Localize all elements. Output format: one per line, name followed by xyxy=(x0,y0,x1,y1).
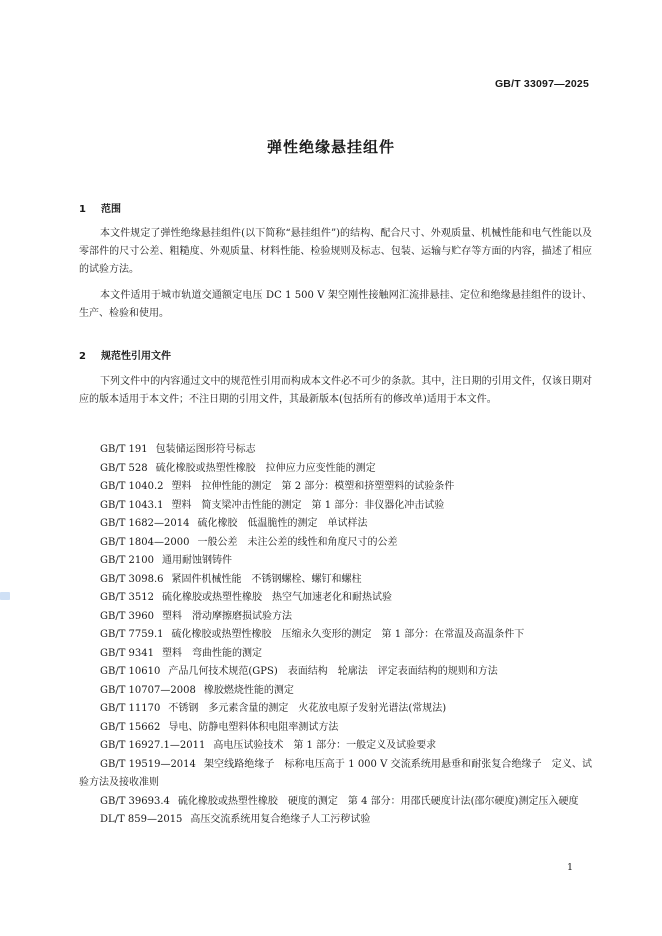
reference-code: GB/T 10610 xyxy=(100,666,161,677)
reference-item xyxy=(79,608,592,627)
page-number: 1 xyxy=(566,862,573,873)
reference-title: 橡胶燃烧性能的测定 xyxy=(203,684,294,696)
reference-item xyxy=(79,589,592,608)
reference-code: GB/T 3960 xyxy=(100,610,155,622)
section-number: 1 xyxy=(79,204,86,215)
scope-paragraph-1: 本文件规定了弹性绝缘悬挂组件(以下简称“悬挂组件”)的结构、配合尺寸、外观质量、机械性能和电气性能以及零部件的尺寸公差、粗糙度、外观质量、材料性能、检验规则及标志、包装、运输与贮存等方面的内容，描述了相应的试验方法。 xyxy=(79,228,592,275)
reference-code: GB/T 39693.4 xyxy=(100,795,170,807)
reference-code: GB/T 528 xyxy=(100,462,148,474)
standard-code: GB/T 33097—2025 xyxy=(494,78,589,90)
reference-code: GB/T 9341 xyxy=(100,647,155,659)
reference-item xyxy=(79,626,592,645)
reference-title: 不锈钢 多元素含量的测定 火花放电原子发射光谱法(常规法) xyxy=(168,703,447,714)
document-title: 弹性绝缘悬挂组件 xyxy=(266,138,395,156)
reference-title: 硫化橡胶 低温脆性的测定 单试样法 xyxy=(197,518,368,529)
reference-title: 架空线路绝缘子 标称电压高于 1 000 V 交流系统用悬垂和耐张复合绝缘子 定义、试验方法及接收准则 xyxy=(79,758,592,788)
reference-title: 塑料 滑动摩擦磨损试验方法 xyxy=(162,610,293,622)
reference-item xyxy=(79,682,592,701)
reference-code: GB/T 191 xyxy=(100,444,148,455)
section-title: 范围 xyxy=(101,204,121,215)
section-title: 规范性引用文件 xyxy=(101,351,171,362)
reference-item xyxy=(79,571,592,590)
reference-title: 高压交流系统用复合绝缘子人工污秽试验 xyxy=(190,814,371,825)
reference-code: GB/T 10707—2008 xyxy=(100,684,196,696)
reference-code: GB/T 19519—2014 xyxy=(100,758,196,770)
reference-title: 包装储运图形符号标志 xyxy=(155,444,256,455)
reference-item xyxy=(79,700,592,719)
reference-item xyxy=(79,663,592,682)
reference-code: GB/T 2100 xyxy=(100,555,155,566)
section-1-heading xyxy=(79,200,121,215)
reference-item xyxy=(79,460,592,479)
reference-title: 硫化橡胶或热塑性橡胶 拉伸应力应变性能的测定 xyxy=(155,462,376,474)
reference-title: 硫化橡胶或热塑性橡胶 热空气加速老化和耐热试验 xyxy=(162,592,393,603)
reference-item xyxy=(79,552,592,571)
reference-item xyxy=(79,497,592,516)
reference-title: 硫化橡胶或热塑性橡胶 压缩永久变形的测定 第 1 部分：在常温及高温条件下 xyxy=(171,629,525,640)
reference-code: GB/T 3098.6 xyxy=(100,573,164,585)
references-intro: 下列文件中的内容通过文中的规范性引用而构成本文件必不可少的条款。其中，注日期的引用文件，仅该日期对应的版本适用于本文件；不注日期的引用文件，其最新版本(包括所有的修改单)适用于本文件。 xyxy=(79,376,592,405)
reference-title: 产品几何技术规范(GPS) 表面结构 轮廓法 评定表面结构的规则和方法 xyxy=(168,666,498,677)
reference-code: GB/T 1804—2000 xyxy=(100,536,190,548)
reference-item xyxy=(79,719,592,738)
reference-code: GB/T 7759.1 xyxy=(100,629,164,640)
reference-code: GB/T 16927.1—2011 xyxy=(100,740,206,751)
reference-title: 塑料 简支梁冲击性能的测定 第 1 部分：非仪器化冲击试验 xyxy=(171,499,445,511)
reference-title: 硫化橡胶或热塑性橡胶 硬度的测定 第 4 部分：用邵氏硬度计法(邵尔硬度)测定压入硬度 xyxy=(177,795,579,807)
reference-title: 紧固件机械性能 不锈钢螺栓、螺钉和螺柱 xyxy=(171,573,362,585)
scope-paragraph-2: 本文件适用于城市轨道交通额定电压 DC 1 500 V 架空刚性接触网汇流排悬挂、定位和绝缘悬挂组件的设计、生产、检验和使用。 xyxy=(79,290,592,319)
reference-code: DL/T 859—2015 xyxy=(100,814,183,825)
reference-title: 塑料 弯曲性能的测定 xyxy=(162,647,263,659)
reference-title: 导电、防静电塑料体积电阻率测试方法 xyxy=(168,721,339,733)
reference-item xyxy=(79,737,592,756)
reference-title: 一般公差 未注公差的线性和角度尺寸的公差 xyxy=(197,536,398,548)
reference-item xyxy=(79,793,592,812)
reference-item xyxy=(79,756,592,793)
reference-code: GB/T 1043.1 xyxy=(100,499,164,511)
reference-code: GB/T 11170 xyxy=(100,703,161,714)
reference-item xyxy=(79,478,592,497)
side-marker xyxy=(0,592,10,600)
reference-item xyxy=(79,441,592,460)
reference-title: 塑料 拉伸性能的测定 第 2 部分：模塑和挤塑塑料的试验条件 xyxy=(171,481,455,492)
reference-title: 高电压试验技术 第 1 部分：一般定义及试验要求 xyxy=(213,740,437,751)
section-2-heading xyxy=(79,347,171,362)
section-number: 2 xyxy=(79,351,86,362)
reference-item xyxy=(79,515,592,534)
reference-item xyxy=(79,534,592,553)
reference-code: GB/T 1682—2014 xyxy=(100,518,190,529)
reference-code: GB/T 15662 xyxy=(100,721,161,733)
reference-list xyxy=(79,441,592,830)
reference-code: GB/T 1040.2 xyxy=(100,481,164,492)
reference-title: 通用耐蚀钢铸件 xyxy=(162,555,233,566)
reference-item xyxy=(79,645,592,664)
reference-item xyxy=(79,811,592,830)
reference-code: GB/T 3512 xyxy=(100,592,155,603)
